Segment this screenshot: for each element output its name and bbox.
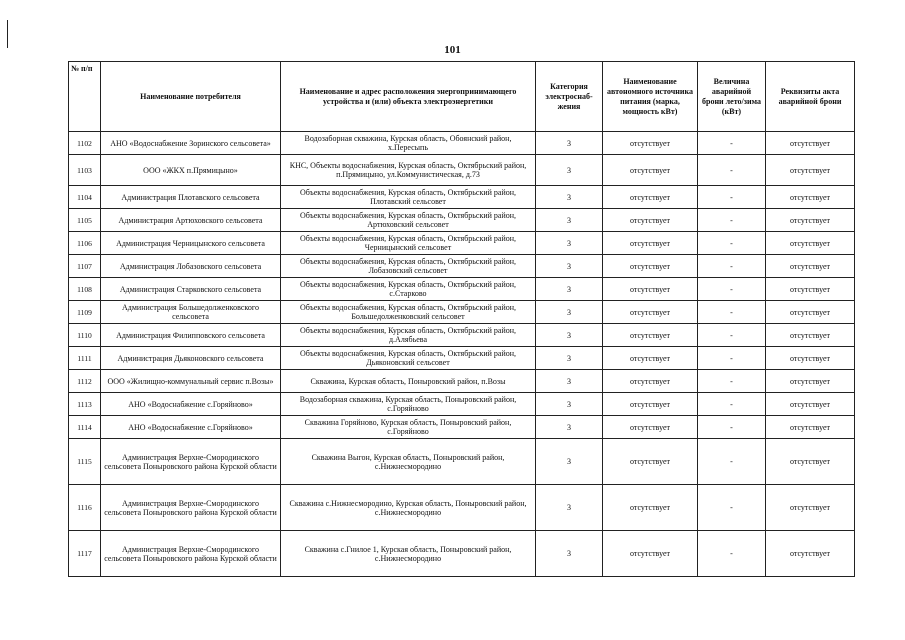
cell-act: отсутствует bbox=[766, 531, 855, 577]
cell-object: Объекты водоснабжения, Курская область, Октябрьский район, Артюховский сельсовет bbox=[281, 209, 536, 232]
cell-object: Объекты водоснабжения, Курская область, Октябрьский район, Черницынский сельсовет bbox=[281, 232, 536, 255]
cell-power-source: отсутствует bbox=[603, 232, 698, 255]
cell-consumer: АНО «Водоснабжение с.Горяйново» bbox=[101, 393, 281, 416]
cell-act: отсутствует bbox=[766, 186, 855, 209]
table-row bbox=[69, 347, 855, 370]
cell-power-source: отсутствует bbox=[603, 370, 698, 393]
cell-reserve: - bbox=[698, 393, 766, 416]
cell-reserve: - bbox=[698, 370, 766, 393]
cell-reserve: - bbox=[698, 278, 766, 301]
cell-category: 3 bbox=[536, 485, 603, 531]
cell-act: отсутствует bbox=[766, 209, 855, 232]
cell-reserve: - bbox=[698, 324, 766, 347]
cell-reserve: - bbox=[698, 132, 766, 155]
table-row bbox=[69, 232, 855, 255]
cell-consumer: Администрация Артюховского сельсовета bbox=[101, 209, 281, 232]
cell-number: 1114 bbox=[69, 416, 101, 439]
header-object: Наименование и адрес расположения энергопринимающего устройства и (или) объекта электроэнергетики bbox=[281, 62, 536, 132]
table-row bbox=[69, 439, 855, 485]
table-row bbox=[69, 255, 855, 278]
cell-object: Объекты водоснабжения, Курская область, Октябрьский район, д.Алябьева bbox=[281, 324, 536, 347]
cell-category: 3 bbox=[536, 439, 603, 485]
cell-consumer: Администрация Плотавского сельсовета bbox=[101, 186, 281, 209]
cell-consumer: АНО «Водоснабжение Зоринского сельсовета» bbox=[101, 132, 281, 155]
cell-category: 3 bbox=[536, 370, 603, 393]
cell-power-source: отсутствует bbox=[603, 132, 698, 155]
table-body bbox=[69, 132, 855, 577]
cell-category: 3 bbox=[536, 155, 603, 186]
cell-reserve: - bbox=[698, 485, 766, 531]
cell-object: Объекты водоснабжения, Курская область, Октябрьский район, Дьяконовский сельсовет bbox=[281, 347, 536, 370]
cell-category: 3 bbox=[536, 393, 603, 416]
cell-reserve: - bbox=[698, 155, 766, 186]
cell-category: 3 bbox=[536, 132, 603, 155]
table-row bbox=[69, 416, 855, 439]
cell-category: 3 bbox=[536, 416, 603, 439]
cell-act: отсутствует bbox=[766, 393, 855, 416]
cell-act: отсутствует bbox=[766, 132, 855, 155]
cell-act: отсутствует bbox=[766, 155, 855, 186]
cell-number: 1116 bbox=[69, 485, 101, 531]
table-row bbox=[69, 186, 855, 209]
cell-consumer: Администрация Черницынского сельсовета bbox=[101, 232, 281, 255]
table-row bbox=[69, 278, 855, 301]
cell-number: 1105 bbox=[69, 209, 101, 232]
cell-category: 3 bbox=[536, 232, 603, 255]
cell-reserve: - bbox=[698, 439, 766, 485]
cell-category: 3 bbox=[536, 347, 603, 370]
consumers-table bbox=[68, 61, 855, 577]
table-row bbox=[69, 209, 855, 232]
cell-consumer: ООО «Жилищно-коммунальный сервис п.Возы» bbox=[101, 370, 281, 393]
cell-consumer: ООО «ЖКХ п.Прямицыно» bbox=[101, 155, 281, 186]
cell-act: отсутствует bbox=[766, 301, 855, 324]
cell-consumer: Администрация Дьяконовского сельсовета bbox=[101, 347, 281, 370]
cell-category: 3 bbox=[536, 209, 603, 232]
cell-object: Скважина с.Нижнесмородино, Курская область, Поныровский район, с.Нижнесмородино bbox=[281, 485, 536, 531]
cell-object: Объекты водоснабжения, Курская область, Октябрьский район, Лобазовский сельсовет bbox=[281, 255, 536, 278]
cell-number: 1110 bbox=[69, 324, 101, 347]
cell-object: Объекты водоснабжения, Курская область, Октябрьский район, Большедолженковский сельсовет bbox=[281, 301, 536, 324]
cell-object: Объекты водоснабжения, Курская область, Октябрьский район, с.Старково bbox=[281, 278, 536, 301]
cell-act: отсутствует bbox=[766, 255, 855, 278]
header-category: Категория электроснаб-жения bbox=[536, 62, 603, 132]
cell-power-source: отсутствует bbox=[603, 278, 698, 301]
cell-reserve: - bbox=[698, 416, 766, 439]
cell-consumer: Администрация Филипповского сельсовета bbox=[101, 324, 281, 347]
cell-consumer: АНО «Водоснабжение с.Горяйново» bbox=[101, 416, 281, 439]
cell-object: Скважина Выгон, Курская область, Поныровский район, с.Нижнесмородино bbox=[281, 439, 536, 485]
cell-object: Скважина, Курская область, Поныровский район, п.Возы bbox=[281, 370, 536, 393]
cell-number: 1106 bbox=[69, 232, 101, 255]
cell-act: отсутствует bbox=[766, 324, 855, 347]
cell-act: отсутствует bbox=[766, 439, 855, 485]
cell-number: 1102 bbox=[69, 132, 101, 155]
cell-object: Скважина Горяйново, Курская область, Поныровский район, с.Горяйново bbox=[281, 416, 536, 439]
cell-power-source: отсутствует bbox=[603, 439, 698, 485]
cell-category: 3 bbox=[536, 255, 603, 278]
cell-power-source: отсутствует bbox=[603, 155, 698, 186]
cell-consumer: Администрация Верхне-Смородинского сельсовета Поныровского района Курской области bbox=[101, 485, 281, 531]
cell-category: 3 bbox=[536, 186, 603, 209]
header-reserve: Величина аварийной брони лето/зима (кВт) bbox=[698, 62, 766, 132]
cell-number: 1112 bbox=[69, 370, 101, 393]
cell-number: 1107 bbox=[69, 255, 101, 278]
header-consumer: Наименование потребителя bbox=[101, 62, 281, 132]
cell-category: 3 bbox=[536, 324, 603, 347]
cell-category: 3 bbox=[536, 301, 603, 324]
cell-consumer: Администрация Верхне-Смородинского сельсовета Поныровского района Курской области bbox=[101, 439, 281, 485]
cell-power-source: отсутствует bbox=[603, 347, 698, 370]
table-row bbox=[69, 155, 855, 186]
cell-reserve: - bbox=[698, 209, 766, 232]
cell-act: отсутствует bbox=[766, 232, 855, 255]
cell-act: отсутствует bbox=[766, 278, 855, 301]
header-act: Реквизиты акта аварийной брони bbox=[766, 62, 855, 132]
table-row bbox=[69, 301, 855, 324]
cell-power-source: отсутствует bbox=[603, 301, 698, 324]
cell-consumer: Администрация Лобазовского сельсовета bbox=[101, 255, 281, 278]
cell-number: 1108 bbox=[69, 278, 101, 301]
cell-object: Объекты водоснабжения, Курская область, Октябрьский район, Плотавский сельсовет bbox=[281, 186, 536, 209]
cell-power-source: отсутствует bbox=[603, 324, 698, 347]
cell-power-source: отсутствует bbox=[603, 209, 698, 232]
header-power-source: Наименование автономного источника питания (марка, мощность кВт) bbox=[603, 62, 698, 132]
page-number: 101 bbox=[444, 44, 461, 56]
cell-act: отсутствует bbox=[766, 370, 855, 393]
cell-consumer: Администрация Верхне-Смородинского сельсовета Поныровского района Курской области bbox=[101, 531, 281, 577]
cell-reserve: - bbox=[698, 531, 766, 577]
cell-power-source: отсутствует bbox=[603, 416, 698, 439]
table-row bbox=[69, 324, 855, 347]
cell-power-source: отсутствует bbox=[603, 485, 698, 531]
cell-consumer: Администрация Старковского сельсовета bbox=[101, 278, 281, 301]
cell-object: КНС, Объекты водоснабжения, Курская область, Октябрьский район, п.Прямицыно, ул.Коммунистическая, д.73 bbox=[281, 155, 536, 186]
cell-number: 1103 bbox=[69, 155, 101, 186]
cell-category: 3 bbox=[536, 278, 603, 301]
table-header-row bbox=[69, 62, 855, 132]
cell-reserve: - bbox=[698, 186, 766, 209]
cell-number: 1111 bbox=[69, 347, 101, 370]
header-number: № п/п bbox=[69, 62, 101, 132]
cell-power-source: отсутствует bbox=[603, 255, 698, 278]
cell-reserve: - bbox=[698, 255, 766, 278]
cell-number: 1115 bbox=[69, 439, 101, 485]
table-row bbox=[69, 132, 855, 155]
cell-number: 1113 bbox=[69, 393, 101, 416]
cell-category: 3 bbox=[536, 531, 603, 577]
cell-power-source: отсутствует bbox=[603, 531, 698, 577]
cell-reserve: - bbox=[698, 232, 766, 255]
cell-number: 1109 bbox=[69, 301, 101, 324]
cell-object: Водозаборная скважина, Курская область, Обоянский район, х.Пересыпь bbox=[281, 132, 536, 155]
cell-act: отсутствует bbox=[766, 485, 855, 531]
cell-number: 1104 bbox=[69, 186, 101, 209]
cell-number: 1117 bbox=[69, 531, 101, 577]
table-row bbox=[69, 393, 855, 416]
cell-consumer: Администрация Большедолженковского сельсовета bbox=[101, 301, 281, 324]
table-row bbox=[69, 485, 855, 531]
cell-reserve: - bbox=[698, 347, 766, 370]
cell-act: отсутствует bbox=[766, 416, 855, 439]
cell-power-source: отсутствует bbox=[603, 186, 698, 209]
table-row bbox=[69, 531, 855, 577]
cell-power-source: отсутствует bbox=[603, 393, 698, 416]
cell-reserve: - bbox=[698, 301, 766, 324]
cell-object: Водозаборная скважина, Курская область, Поныровский район, с.Горяйново bbox=[281, 393, 536, 416]
cell-act: отсутствует bbox=[766, 347, 855, 370]
cell-object: Скважина с.Гнилое 1, Курская область, Поныровский район, с.Нижнесмородино bbox=[281, 531, 536, 577]
table-row bbox=[69, 370, 855, 393]
